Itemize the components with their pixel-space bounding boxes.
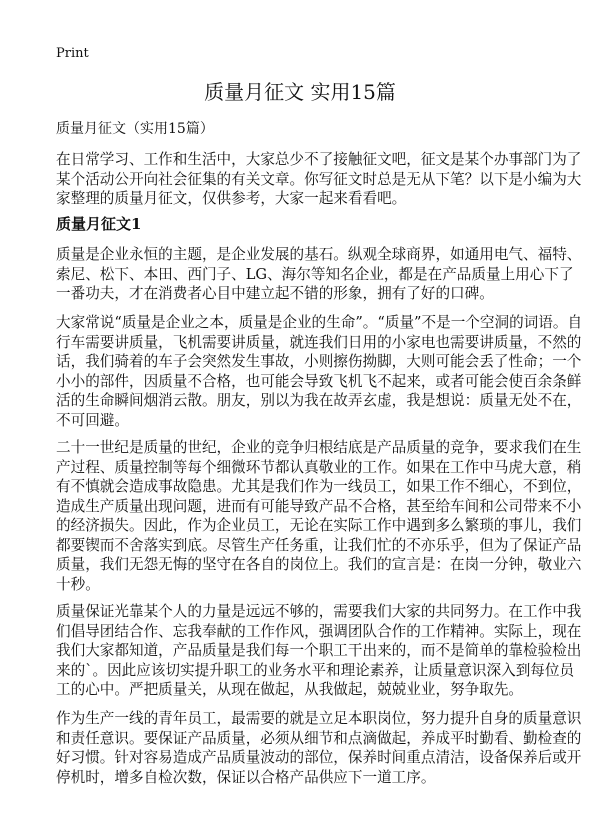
paragraph-5 — [56, 709, 586, 787]
text-line: 的经济损失。因此，作为企业员工，无论在实际工作中遇到多么繁琐的事儿，我们 — [56, 517, 582, 534]
text-line: 不可回避。 — [56, 411, 129, 429]
paragraph-1 — [56, 245, 586, 304]
text-line: 产过程、质量控制等每个细微环节都认真敬业的工作。如果在工作中马虎大意，稍 — [56, 458, 582, 476]
text-line: 活的生命瞬间烟消云散。朋友，别以为我在故弄玄虚，我是想说：质量无处不在， — [56, 392, 582, 409]
text-line: 质量保证光靠某个人的力量是远远不够的，需要我们大家的共同努力。在工作中我 — [56, 603, 582, 620]
text-line: 工的心中。严把质量关，从现在做起，从我做起，兢兢业业，努争取先。 — [56, 681, 524, 698]
paragraph-3 — [56, 438, 586, 594]
text-line: 索尼、松下、本田、西门子、LG、海尔等知名企业，都是在产品质量上用心下了 — [56, 265, 574, 283]
text-line: 小小的部件，因质量不合格，也可能会导致飞机飞不起来，或者可能会使百余条鲜 — [56, 372, 582, 390]
text-line: 有不慎就会造成事故隐患。尤其是我们作为一线员工，如果工作不细心，不到位， — [56, 478, 582, 495]
text-line: 质量，我们无怨无悔的坚守在各自的岗位上。我们的宣言是：在岗一分钟，敬业六 — [56, 556, 582, 573]
text-line: 造成生产质量出现问题，进而有可能导致产品不合格，甚至给车间和公司带来不小 — [56, 497, 582, 515]
intro-paragraph — [56, 150, 586, 209]
text-line: 停机时，增多自检次数，保证以合格产品供应下一道工序。 — [56, 768, 436, 786]
print-link[interactable]: Print — [56, 46, 89, 61]
text-line: 行车需要讲质量，飞机需要讲质量，就连我们日用的小家电也需要讲质量，不然的 — [56, 333, 582, 351]
text-line: 作为生产一线的青年员工，最需要的就是立足本职岗位，努力提升自身的质量意识 — [56, 710, 582, 727]
text-line: 一番功夫，才在消费者心目中建立起不错的形象，拥有了好的口碑。 — [56, 285, 494, 302]
text-line: 来的`。因此应该切实提升职工的业务水平和理论素养，让质量意识深入到每位员 — [56, 661, 575, 679]
text-line: 我们大家都知道，产品质量是我们每一个职工干出来的，而不是简单的靠检验检出 — [56, 642, 582, 659]
text-line: 十秒。 — [56, 575, 100, 593]
paragraph-4 — [56, 602, 586, 700]
text-line: 质量是企业永恒的主题，是企业发展的基石。纵观全球商界，如通用电气、福特、 — [56, 246, 582, 263]
text-line: 和责任意识。要保证产品质量，必须从细节和点滴做起，养成平时勤看、勤检查的 — [56, 729, 582, 747]
paragraph-2 — [56, 313, 586, 430]
text-line: 某个活动公开向社会征集的有关文章。你写征文时总是无从下笔？以下是小编为大 — [56, 170, 582, 188]
text-line: 们倡导团结合作、忘我奉献的工作作风，强调团队合作的工作精神。实际上，现在 — [56, 622, 582, 640]
page-title: 质量月征文 实用15篇 — [204, 80, 396, 104]
text-line: 大家常说“质量是企业之本，质量是企业的生命”。“质量”不是一个空洞的词语。自 — [56, 314, 583, 331]
text-line: 家整理的质量月征文，仅供参考，大家一起来看看吧。 — [56, 190, 407, 207]
text-line: 话，我们骑着的车子会突然发生事故，小则擦伤拗脚，大则可能会丢了性命；一个 — [56, 353, 582, 370]
text-line: 都要锲而不舍落实到底。尽管生产任务重，让我们忙的不亦乐乎，但为了保证产品 — [56, 536, 582, 554]
document-subtitle: 质量月征文（实用15篇） — [56, 121, 214, 137]
text-line: 在日常学习、工作和生活中，大家总少不了接触征文吧，征文是某个办事部门为了 — [56, 151, 582, 168]
text-line: 二十一世纪是质量的世纪，企业的竞争归根结底是产品质量的竞争，要求我们在生 — [56, 439, 582, 456]
text-line: 好习惯。针对容易造成产品质量波动的部位，保养时间重点清洁，设备保养后或开 — [56, 749, 582, 766]
section-heading: 质量月征文1 — [56, 215, 142, 233]
